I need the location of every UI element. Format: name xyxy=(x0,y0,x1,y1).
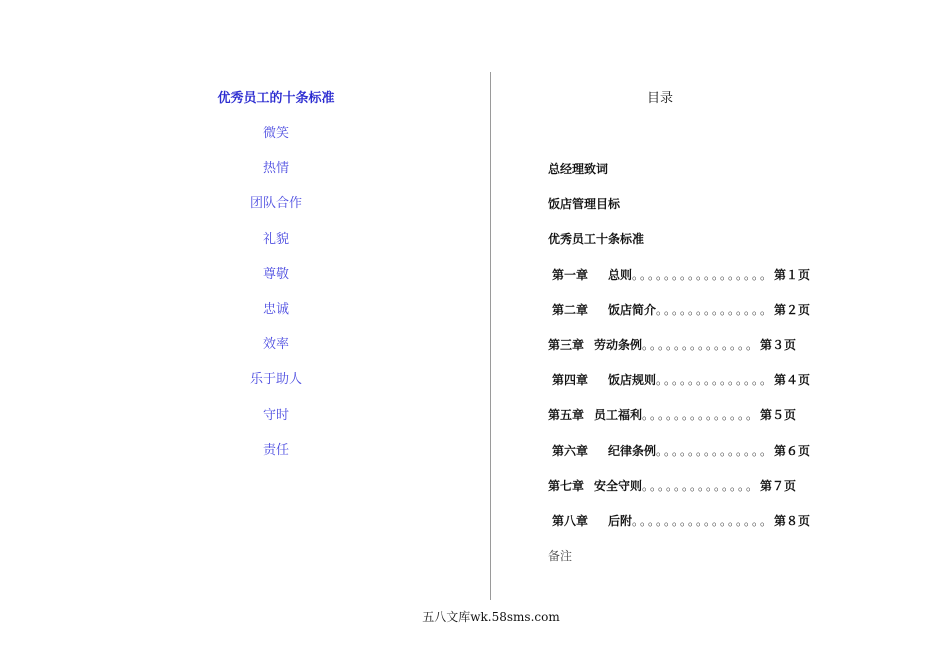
chapter-number: 第一章 xyxy=(552,267,589,282)
leader-dots: 。。。。。。。。。。。。。。。。。 xyxy=(632,513,775,528)
chapter-number: 第八章 xyxy=(552,513,589,528)
toc-chapter-row xyxy=(548,332,888,367)
toc-section: 优秀员工十条标准 xyxy=(548,232,645,247)
chapter-page: 第３页 xyxy=(760,337,797,352)
leader-dots: 。。。。。。。。。。。。。。。。。 xyxy=(632,267,775,282)
leader-dots: 。。。。。。。。。。。。。。 xyxy=(642,408,761,423)
standard-item: 尊敬 xyxy=(262,266,289,282)
toc-section: 总经理致词 xyxy=(548,162,609,176)
chapter-page: 第４页 xyxy=(774,373,811,388)
leader-dots: 。。。。。。。。。。。。。。 xyxy=(656,443,775,458)
standard-item: 责任 xyxy=(262,442,289,458)
standards-title: 优秀员工的十条标准 xyxy=(217,91,335,106)
standard-item: 礼貌 xyxy=(262,231,289,247)
standard-item: 乐于助人 xyxy=(249,372,302,388)
chapter-page: 第２页 xyxy=(774,302,811,317)
standard-item: 热情 xyxy=(262,161,289,177)
chapter-number: 第三章 xyxy=(548,337,585,352)
column-divider xyxy=(490,72,491,600)
toc-section: 饭店管理目标 xyxy=(548,197,621,212)
chapter-name: 饭店规则 xyxy=(608,373,657,388)
standards-column xyxy=(176,86,376,473)
chapter-number: 第五章 xyxy=(548,408,585,423)
chapter-page: 第６页 xyxy=(774,443,811,458)
chapter-name: 后附 xyxy=(608,513,633,528)
chapter-page: 第１页 xyxy=(774,267,811,282)
leader-dots: 。。。。。。。。。。。。。。 xyxy=(656,302,775,317)
toc-chapter-row xyxy=(548,262,888,297)
chapter-number: 第四章 xyxy=(552,373,589,388)
chapter-page: 第５页 xyxy=(760,408,797,423)
chapter-name: 饭店简介 xyxy=(608,302,657,317)
chapter-name: 安全守则 xyxy=(594,478,643,493)
chapter-page: 第８页 xyxy=(774,513,811,528)
chapter-number: 第七章 xyxy=(548,478,585,493)
leader-dots: 。。。。。。。。。。。。。。 xyxy=(656,373,775,388)
standard-item: 团队合作 xyxy=(249,196,302,212)
toc-chapter-row xyxy=(548,438,888,473)
chapter-name: 纪律条例 xyxy=(608,443,657,458)
toc-chapter-row xyxy=(548,508,888,543)
toc-chapter-row xyxy=(548,402,888,437)
chapter-name: 劳动条例 xyxy=(594,337,643,352)
standard-item: 微笑 xyxy=(262,126,289,141)
footer-watermark: 五八文库wk.58sms.com xyxy=(422,610,560,624)
chapter-number: 第二章 xyxy=(552,302,589,317)
chapter-page: 第７页 xyxy=(760,478,797,493)
table-of-contents xyxy=(548,156,888,578)
toc-chapter-row xyxy=(548,473,888,508)
toc-note: 备注 xyxy=(548,549,573,564)
standard-item: 效率 xyxy=(262,337,289,353)
chapter-name: 员工福利 xyxy=(594,408,643,423)
toc-title: 目录 xyxy=(646,91,673,106)
leader-dots: 。。。。。。。。。。。。。。 xyxy=(642,478,761,493)
standard-item: 守时 xyxy=(262,407,289,423)
chapter-number: 第六章 xyxy=(552,443,589,458)
standard-item: 忠诚 xyxy=(262,301,289,317)
toc-chapter-row xyxy=(548,367,888,402)
toc-chapter-row xyxy=(548,297,888,332)
leader-dots: 。。。。。。。。。。。。。。 xyxy=(642,337,761,352)
chapter-name: 总则 xyxy=(608,267,633,282)
standards-list xyxy=(176,121,376,473)
